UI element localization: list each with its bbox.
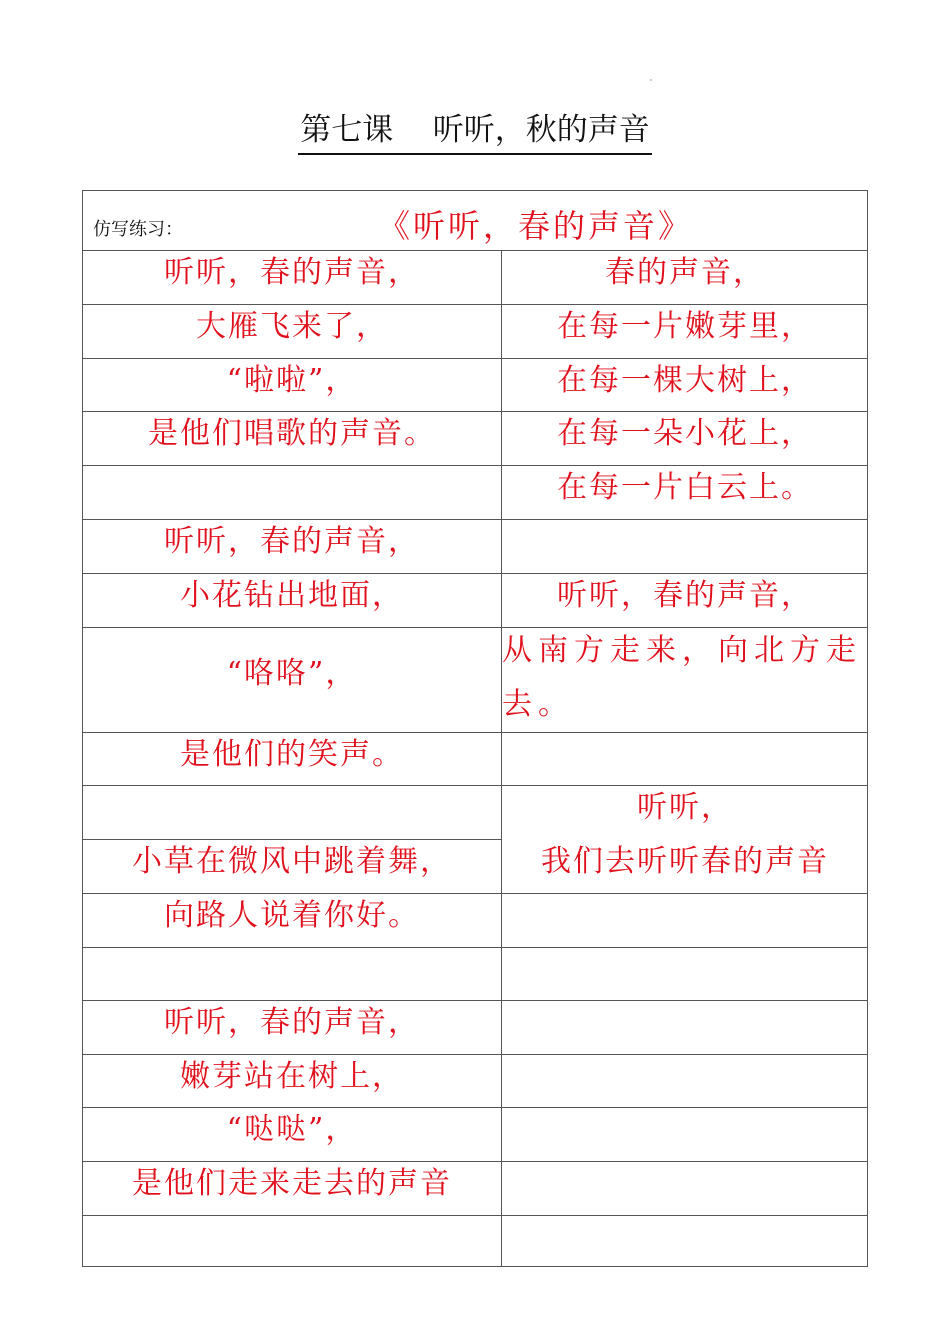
scan-speck: [650, 79, 652, 81]
left-poem-line: 是他们的笑声。: [180, 737, 404, 772]
row-line-right: [502, 1161, 868, 1162]
left-poem-line: 小花钻出地面，: [180, 578, 404, 613]
left-poem-line: 听听，春的声音，: [164, 1005, 420, 1040]
row-line-right: [502, 732, 868, 733]
row-line-right: [502, 947, 868, 948]
left-poem-line: 是他们唱歌的声音。: [148, 416, 436, 451]
left-poem-line: 是他们走来走去的声音: [132, 1166, 452, 1201]
left-poem-line: 听听，春的声音，: [164, 255, 420, 290]
left-poem-line: “哒哒”，: [226, 1112, 358, 1147]
page-title-text: 第七课 听听，秋的声音: [298, 108, 651, 155]
row-line-left: [83, 785, 501, 786]
right-poem-line: 在每一片嫩芽里，: [557, 309, 813, 344]
left-poem-line: “咯咯”，: [226, 656, 358, 691]
left-poem-line: 大雁飞来了，: [196, 309, 388, 344]
left-poem-line: “啦啦”，: [226, 363, 358, 398]
right-poem-line: 听听，: [637, 790, 733, 825]
right-poem-line: 在每一棵大树上，: [557, 363, 813, 398]
row-line-left: [83, 947, 501, 948]
right-poem-line: 在每一朵小花上，: [557, 416, 813, 451]
right-poem-line: 春的声音，: [605, 255, 765, 290]
right-poem-line: 在每一片白云上。: [557, 470, 813, 505]
row-line-left: [83, 465, 501, 466]
row-line-right: [502, 893, 868, 894]
row-line-left: [83, 1215, 501, 1216]
worksheet-table: [82, 190, 868, 1267]
left-poem-line: 嫩芽站在树上，: [180, 1059, 404, 1094]
worksheet-header-row: [83, 191, 867, 251]
left-poem-line: 向路人说着你好。: [164, 898, 420, 933]
row-line-right: [502, 1054, 868, 1055]
page-title: [0, 108, 950, 155]
right-poem-line: 从南方走来，向北方走去。: [502, 633, 862, 722]
row-line-right: [502, 1000, 868, 1001]
row-line-right: [502, 519, 868, 520]
left-poem-line: 听听，春的声音，: [164, 524, 420, 559]
row-line-right: [502, 1107, 868, 1108]
poem-title: 《听听，春的声音》: [378, 207, 694, 245]
right-poem-line: 我们去听听春的声音: [541, 844, 829, 879]
row-line-right: [502, 1215, 868, 1216]
exercise-label: 仿写练习：: [93, 219, 183, 240]
left-poem-line: 小草在微风中跳着舞，: [132, 844, 452, 879]
row-line-left: [83, 627, 501, 628]
right-poem-line: 听听，春的声音，: [557, 578, 813, 613]
